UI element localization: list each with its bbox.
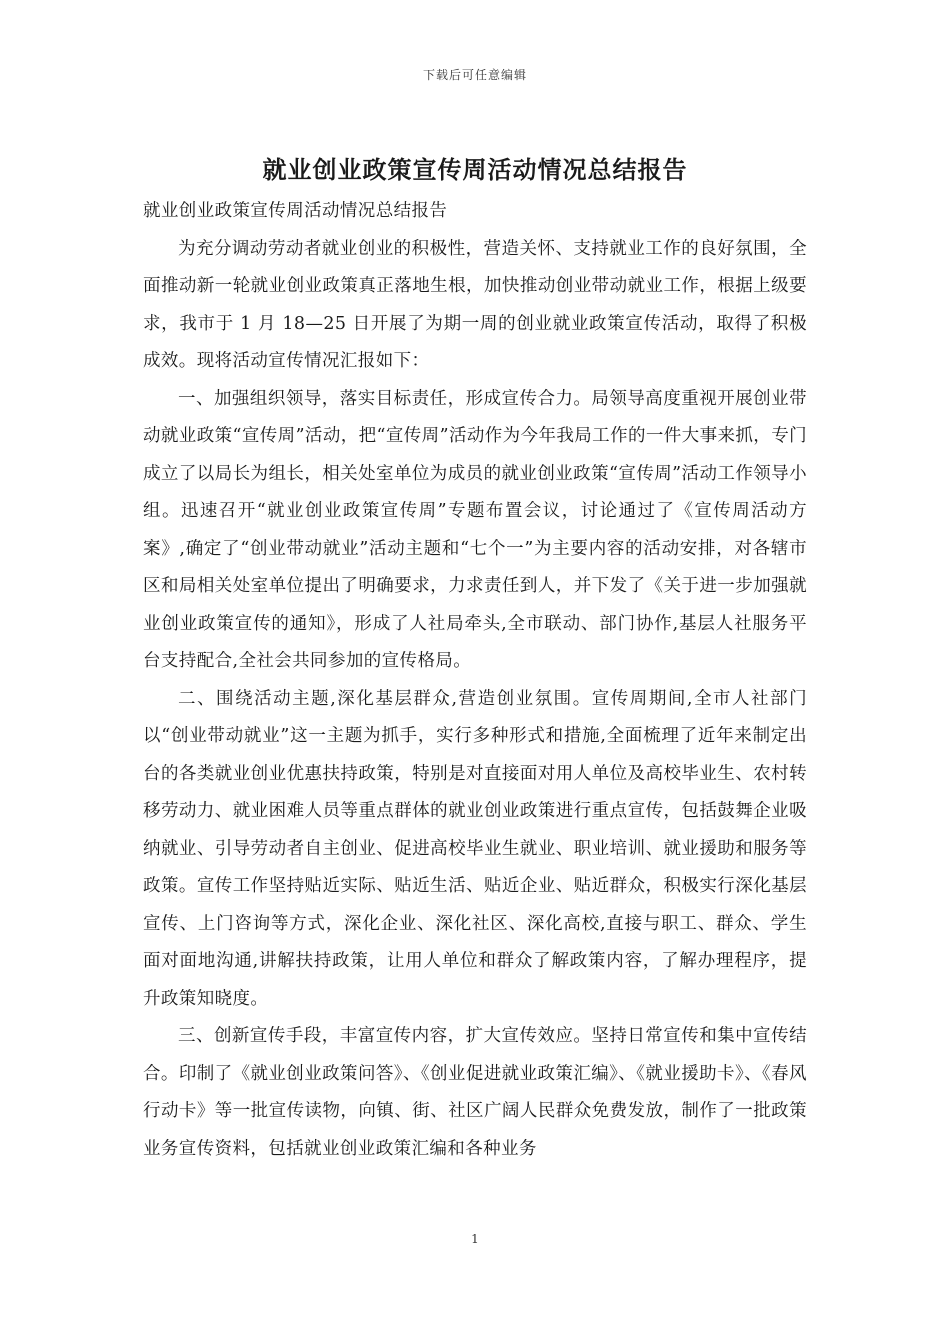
paragraph-section-1: 一、加强组织领导，落实目标责任，形成宣传合力。局领导高度重视开展创业带动就业政策“宣传周”活动，把“宣传周”活动作为今年我局工作的一件大事来抓，专门成立了以局长为组长，相关处室单位为成员的就业创业政策“宣传周”活动工作领导小组。迅速召开“就业创业政策宣传周”专题布置会议，讨论通过了《宣传周活动方案》,确定了“创业带动就业”活动主题和“七个一”为主要内容的活动安排，对各辖市区和局相关处室单位提出了明确要求，力求责任到人，并下发了《关于进一步加强就业创业政策宣传的通知》，形成了人社局牵头,全市联动、部门协作,基层人社服务平台支持配合,全社会共同参加的宣传格局。 bbox=[143, 388, 807, 671]
document-title: 就业创业政策宣传周活动情况总结报告 bbox=[262, 155, 688, 184]
paragraph-section-3: 三、创新宣传手段，丰富宣传内容，扩大宣传效应。坚持日常宣传和集中宣传结合。印制了《就业创业政策问答》、《创业促进就业政策汇编》、《就业援助卡》、《春风行动卡》等一批宣传读物，向镇、街、社区广阔人民群众免费发放，制作了一批政策业务宣传资料，包括就业创业政策汇编和各种业务 bbox=[143, 1026, 807, 1159]
paragraph-intro: 为充分调动劳动者就业创业的积极性，营造关怀、支持就业工作的良好氛围，全面推动新一轮就业创业政策真正落地生根，加快推动创业带动就业工作，根据上级要求，我市于 1 月 18—25 日开展了为期一周的创业就业政策宣传活动，取得了积极成效。现将活动宣传情况汇报如下： bbox=[143, 238, 807, 371]
document-body bbox=[143, 193, 807, 1168]
page-number: 1 bbox=[471, 1232, 479, 1246]
paragraph-section-2: 二、围绕活动主题,深化基层群众,营造创业氛围。宣传周期间,全市人社部门以“创业带动就业”这一主题为抓手，实行多种形式和措施,全面梳理了近年来制定出台的各类就业创业优惠扶持政策，特别是对直接面对用人单位及高校毕业生、农村转移劳动力、就业困难人员等重点群体的就业创业政策进行重点宣传，包括鼓舞企业吸纳就业、引导劳动者自主创业、促进高校毕业生就业、职业培训、就业援助和服务等政策。宣传工作坚持贴近实际、贴近生活、贴近企业、贴近群众，积极实行深化基层宣传、上门咨询等方式，深化企业、深化社区、深化高校,直接与职工、群众、学生面对面地沟通,讲解扶持政策，让用人单位和群众了解政策内容，了解办理程序，提升政策知晓度。 bbox=[143, 688, 807, 1009]
page-header-note: 下载后可任意编辑 bbox=[422, 68, 527, 82]
document-subtitle: 就业创业政策宣传周活动情况总结报告 bbox=[143, 201, 448, 221]
